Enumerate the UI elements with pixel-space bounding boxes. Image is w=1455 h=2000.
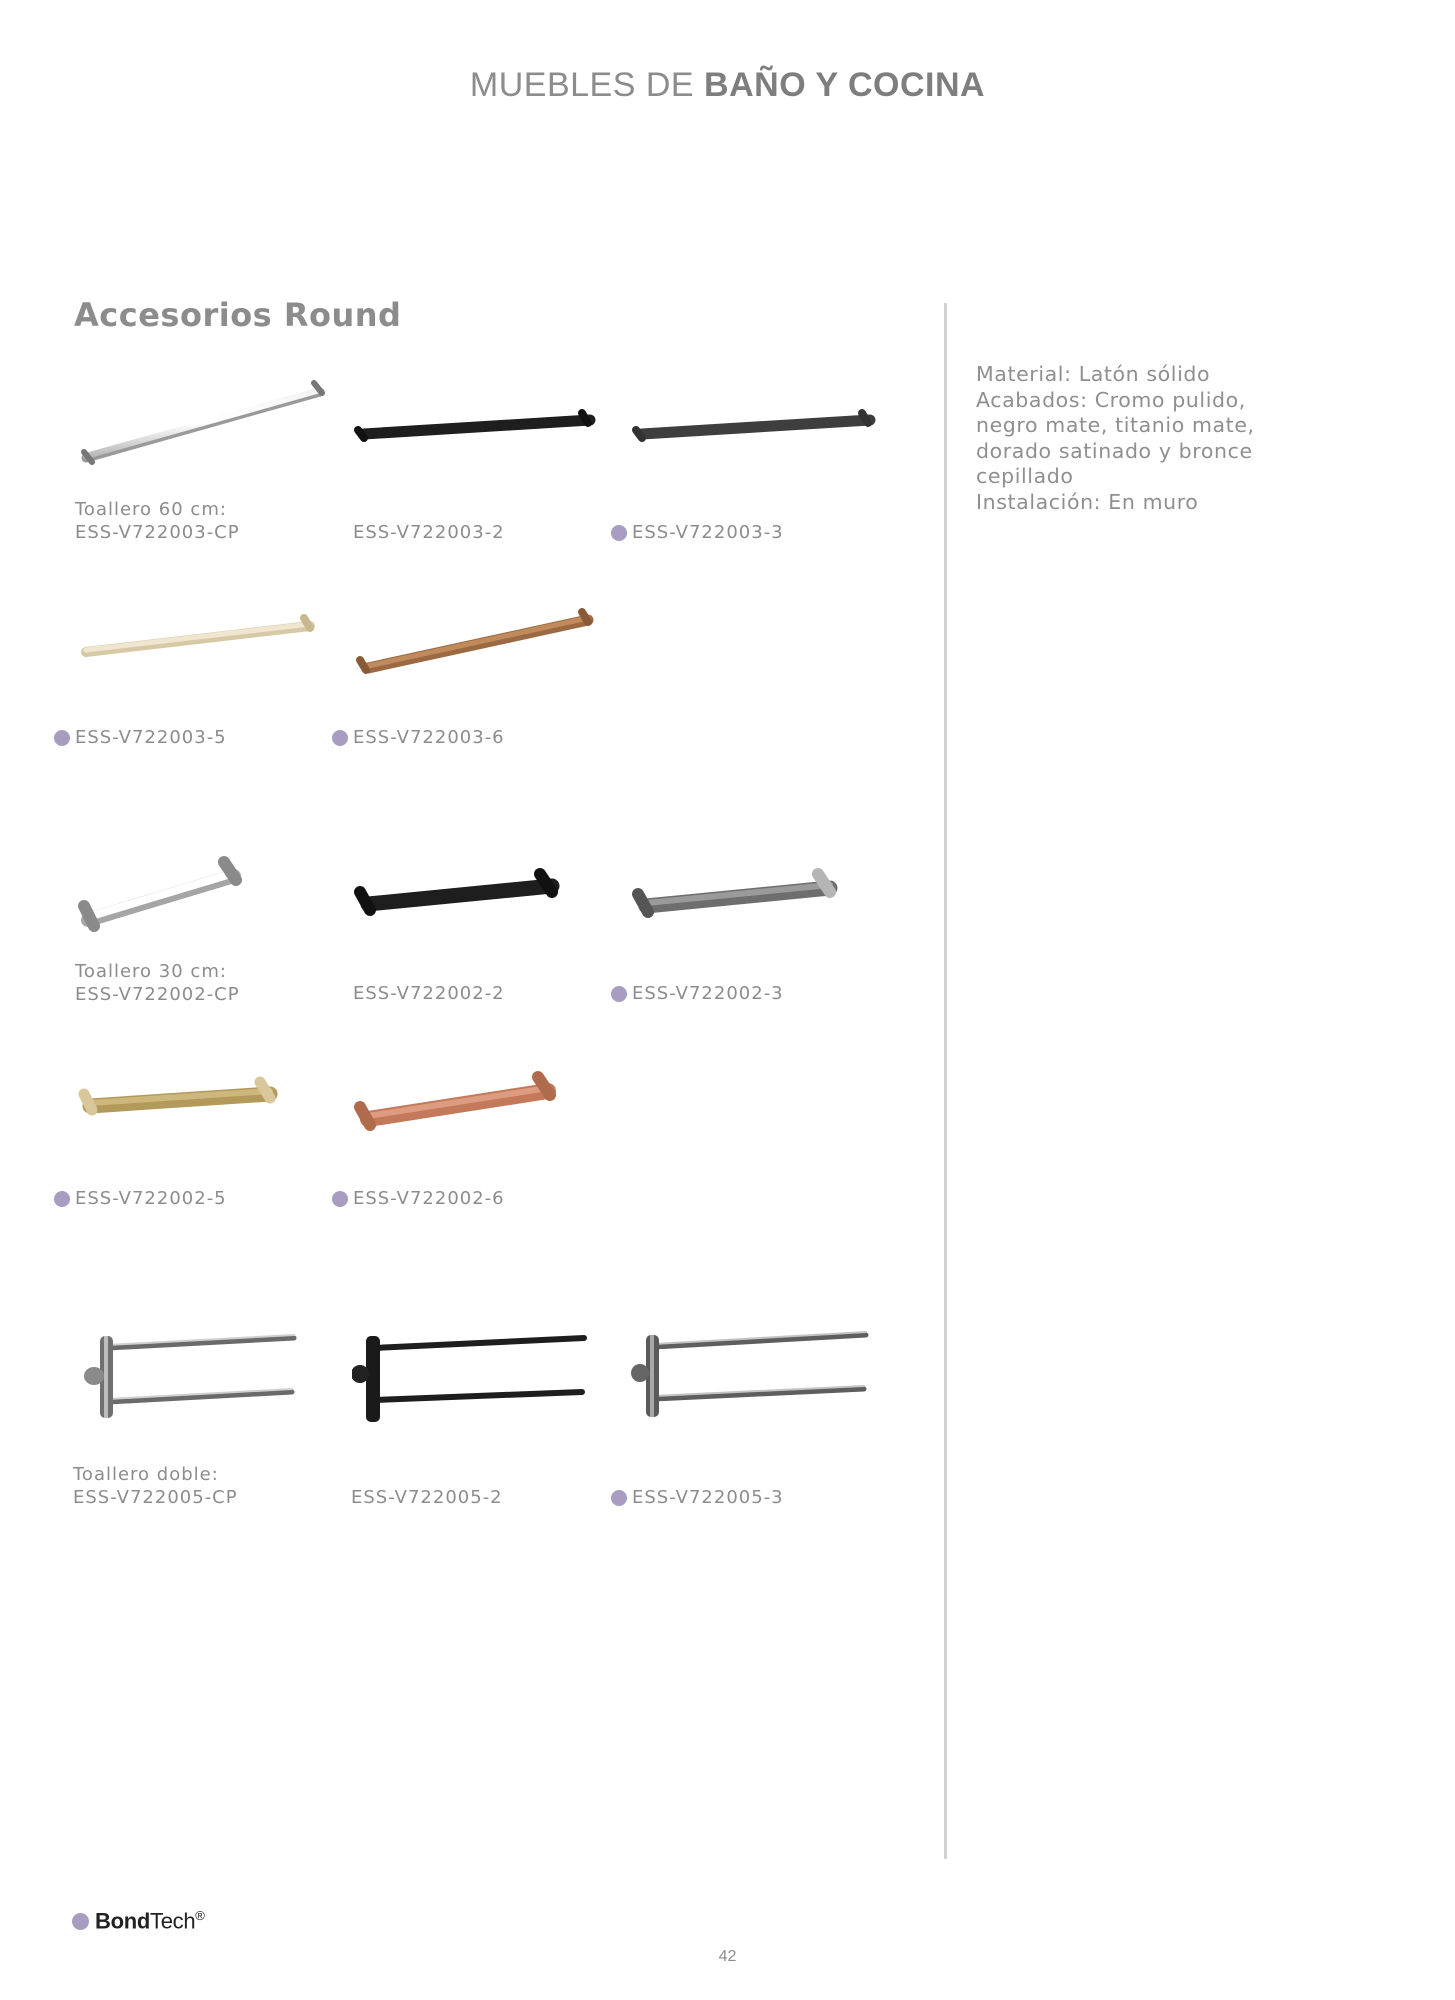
product-caption bbox=[75, 1187, 227, 1210]
towel-bar-30-gold-image bbox=[74, 1070, 304, 1130]
product-code: ESS-V722005-CP bbox=[73, 1487, 238, 1508]
product-code-text: ESS-V722002-6 bbox=[353, 1188, 505, 1209]
brand-registered-mark: ® bbox=[195, 1908, 205, 1923]
product-caption bbox=[75, 960, 240, 1006]
product-code-text: ESS-V722003-3 bbox=[632, 522, 784, 543]
finish-dot bbox=[54, 1191, 70, 1207]
product-code bbox=[75, 726, 227, 749]
product-caption bbox=[353, 521, 505, 544]
product-caption bbox=[73, 1463, 238, 1509]
product-caption bbox=[632, 1486, 784, 1509]
brand-name-rest: Tech bbox=[150, 1908, 196, 1934]
product-code-text: ESS-V722003-5 bbox=[75, 727, 227, 748]
header-bold: BAÑO Y COCINA bbox=[704, 66, 986, 104]
page-header bbox=[0, 66, 1455, 105]
spec-line: Instalación: En muro bbox=[976, 489, 1199, 514]
product-code-text: ESS-V722003-6 bbox=[353, 727, 505, 748]
product-code bbox=[632, 521, 784, 544]
towel-bar-60-chrome-image bbox=[74, 370, 344, 470]
product-code bbox=[632, 1486, 784, 1509]
finish-dot bbox=[611, 1490, 627, 1506]
brand-logo bbox=[72, 1908, 205, 1934]
towel-bar-60-black-image bbox=[352, 390, 622, 450]
spec-line: Material: Latón sólido bbox=[976, 362, 1211, 386]
towel-bar-60-bronze-image bbox=[352, 600, 622, 680]
double-towel-bar-titanium-image bbox=[630, 1315, 870, 1425]
product-code: ESS-V722003-2 bbox=[353, 522, 505, 543]
double-towel-bar-black-image bbox=[352, 1320, 592, 1430]
finish-dot bbox=[332, 1191, 348, 1207]
product-label: Toallero 60 cm: bbox=[75, 499, 227, 520]
brand-name-bold: Bond bbox=[95, 1908, 151, 1934]
product-caption bbox=[353, 982, 505, 1005]
product-label: Toallero doble: bbox=[73, 1464, 219, 1485]
towel-bar-30-black-image bbox=[352, 860, 582, 930]
vertical-divider bbox=[944, 303, 947, 1859]
spec-line: negro mate, titanio mate, bbox=[976, 413, 1255, 438]
product-code-text: ESS-V722002-3 bbox=[632, 983, 784, 1004]
spec-line: cepillado bbox=[976, 464, 1074, 489]
product-code bbox=[353, 1187, 505, 1210]
spec-line: Acabados: Cromo pulido, bbox=[976, 387, 1246, 412]
brand-dot-icon bbox=[72, 1913, 89, 1930]
product-label: Toallero 30 cm: bbox=[75, 961, 227, 982]
product-code bbox=[353, 726, 505, 749]
double-towel-bar-chrome-image bbox=[74, 1320, 304, 1430]
product-caption bbox=[353, 726, 505, 749]
product-caption bbox=[632, 982, 784, 1005]
towel-bar-60-gold-image bbox=[74, 600, 344, 670]
product-caption bbox=[75, 726, 227, 749]
product-caption bbox=[632, 521, 784, 544]
header-prefix: MUEBLES DE bbox=[469, 66, 705, 104]
product-code: ESS-V722005-2 bbox=[351, 1487, 503, 1508]
page-number: 42 bbox=[718, 1948, 737, 1965]
section-title: Accesorios Round bbox=[74, 296, 402, 334]
finish-dot bbox=[54, 730, 70, 746]
product-code bbox=[75, 1187, 227, 1210]
towel-bar-30-titanium-image bbox=[630, 860, 860, 930]
towel-bar-30-bronze-image bbox=[352, 1065, 582, 1140]
product-code: ESS-V722002-2 bbox=[353, 983, 505, 1004]
towel-bar-60-titanium-image bbox=[630, 390, 900, 450]
finish-dot bbox=[611, 525, 627, 541]
product-code: ESS-V722003-CP bbox=[75, 522, 240, 543]
finish-dot bbox=[611, 986, 627, 1002]
spec-line: dorado satinado y bronce bbox=[976, 438, 1253, 463]
product-caption bbox=[75, 498, 240, 544]
product-code bbox=[632, 982, 784, 1005]
towel-bar-30-chrome-image bbox=[74, 850, 274, 940]
product-caption bbox=[351, 1486, 503, 1509]
product-caption bbox=[353, 1187, 505, 1210]
brand-name bbox=[95, 1908, 205, 1934]
finish-dot bbox=[332, 730, 348, 746]
specs-block bbox=[976, 362, 1255, 516]
product-code: ESS-V722002-CP bbox=[75, 984, 240, 1005]
product-code-text: ESS-V722005-3 bbox=[632, 1487, 784, 1508]
product-code-text: ESS-V722002-5 bbox=[75, 1188, 227, 1209]
